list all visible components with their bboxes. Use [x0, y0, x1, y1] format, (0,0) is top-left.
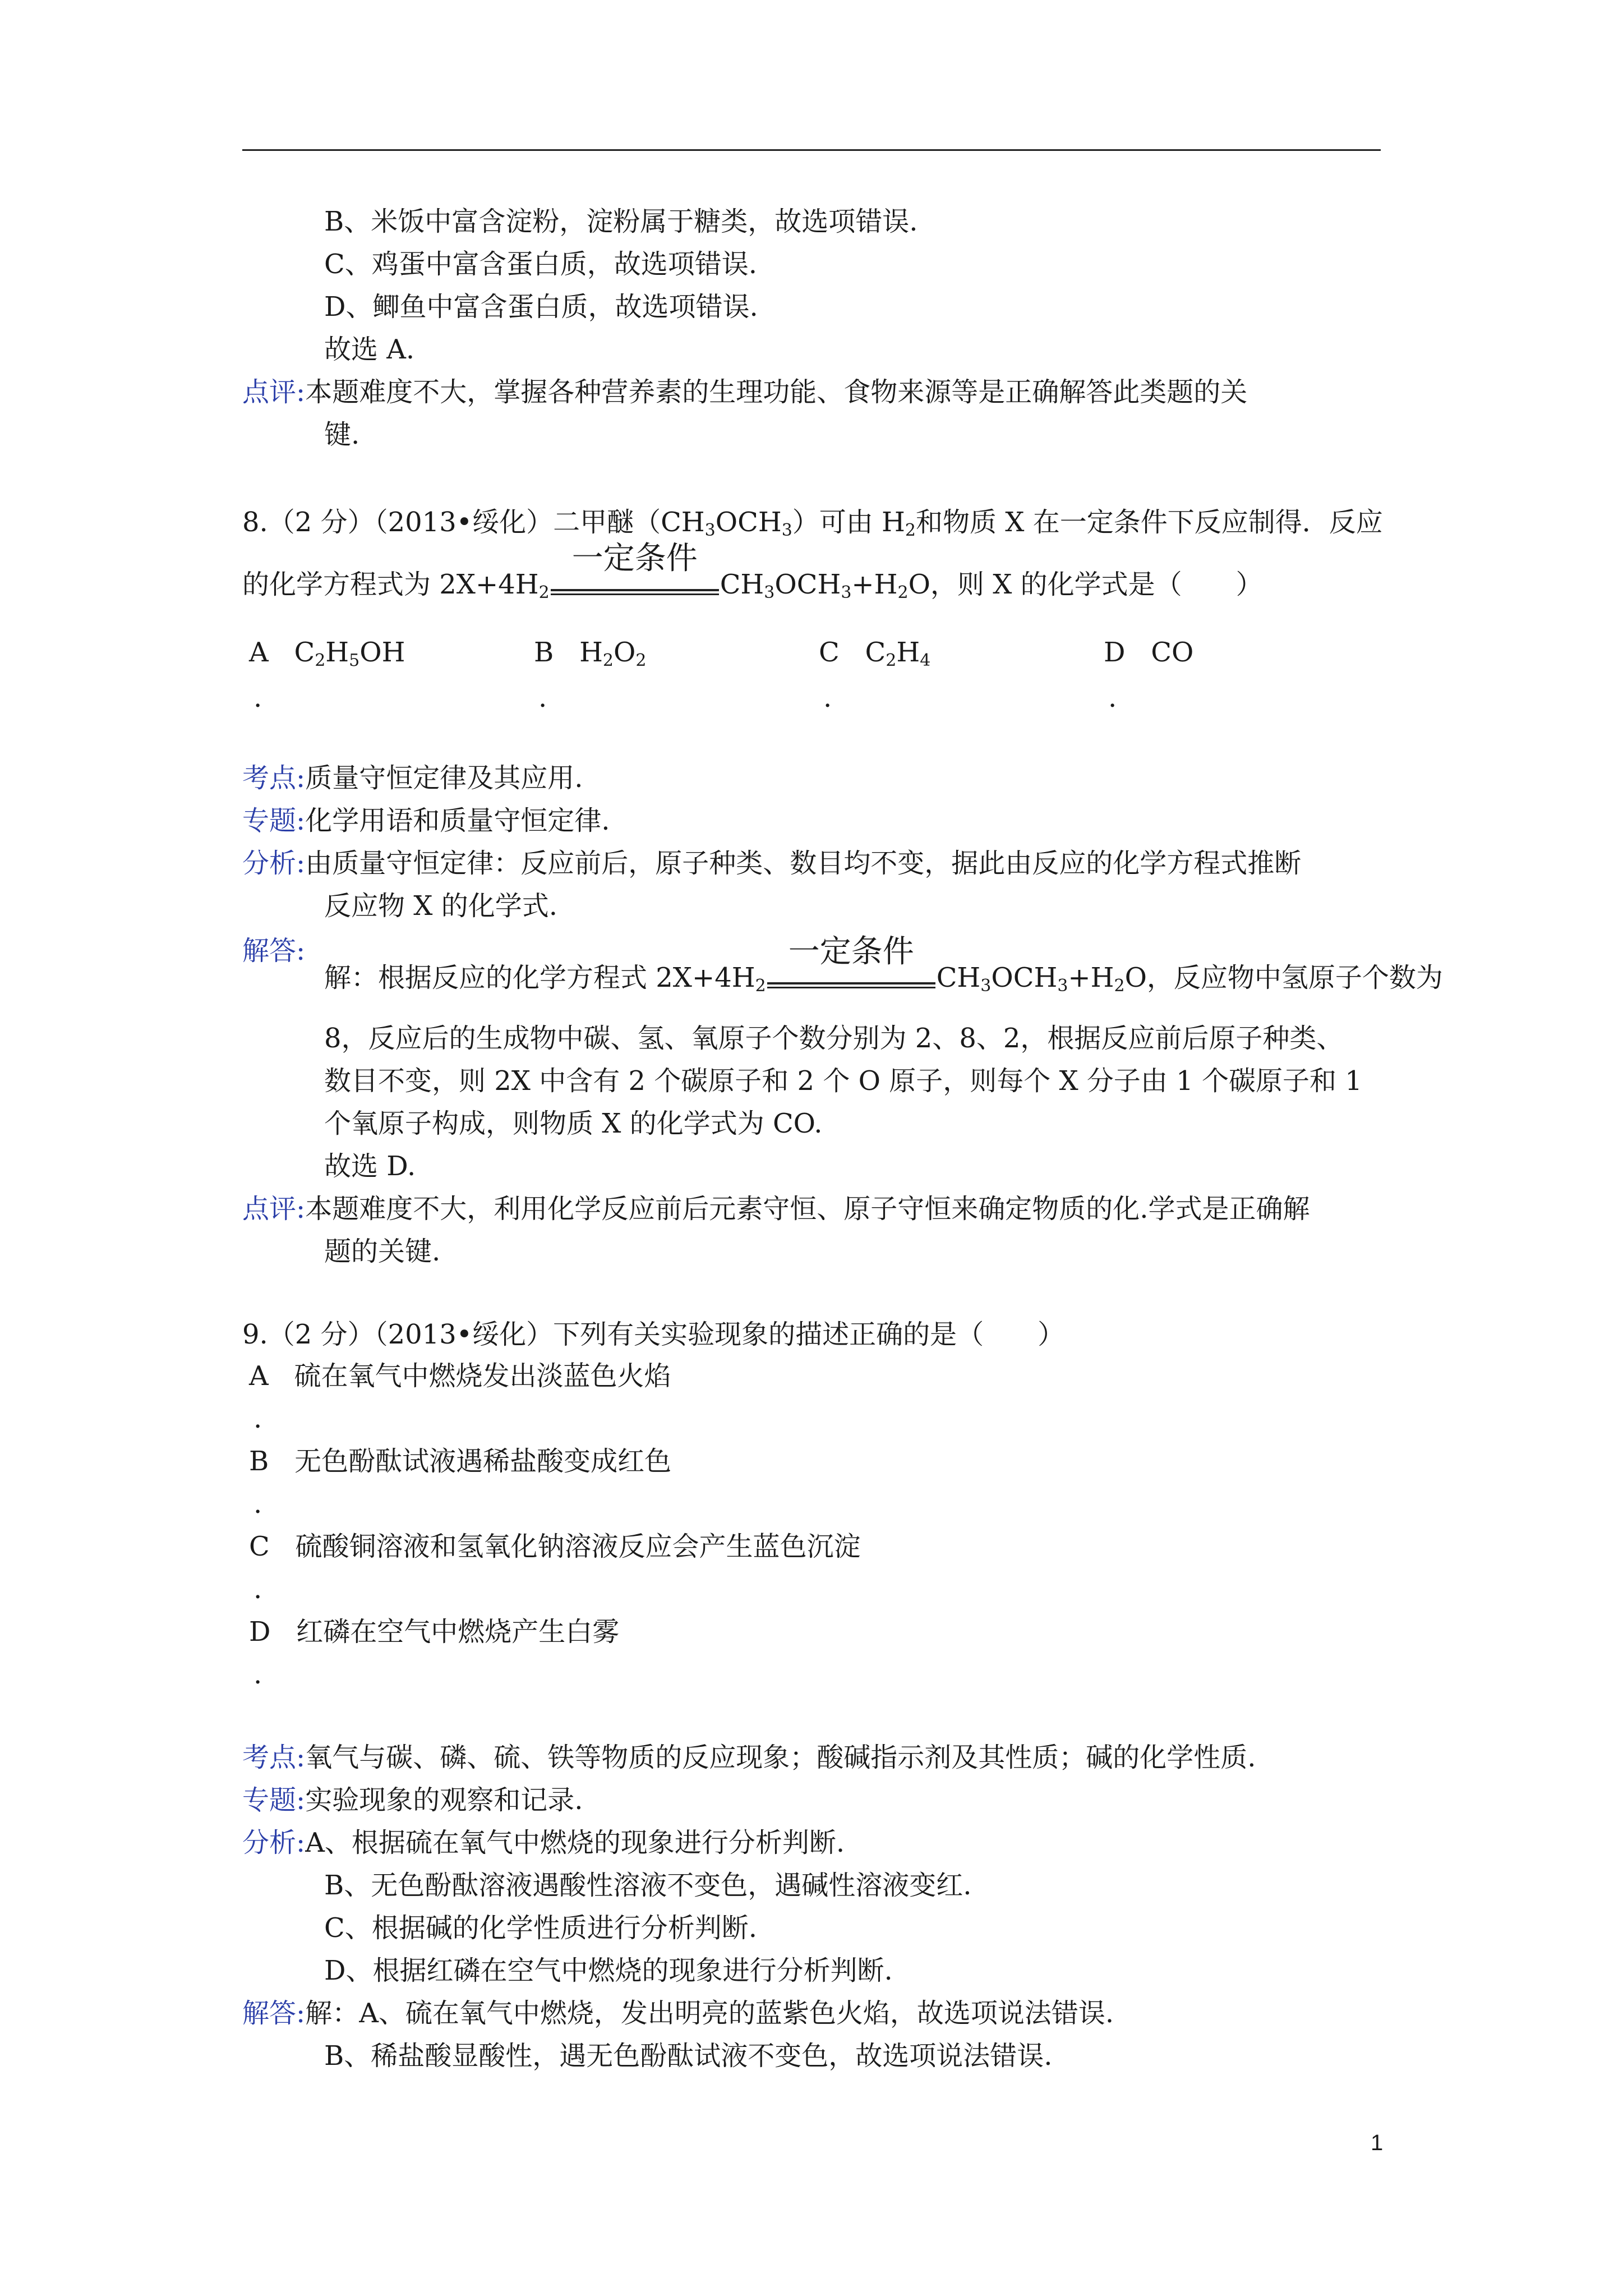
- option-text: OH: [359, 637, 405, 668]
- kaodian-text: 质量守恒定律及其应用.: [305, 762, 583, 794]
- prev-choose: 故选 A.: [324, 334, 415, 365]
- subscript: 2: [897, 583, 909, 602]
- option-text: 红磷在空气中燃烧产生白雾: [296, 1616, 620, 1648]
- equation-right: OCH: [991, 962, 1058, 993]
- option-text: C: [865, 637, 886, 668]
- jieda-text: 解：根据反应的化学方程式 2X+4H: [324, 962, 755, 993]
- subscript: 3: [704, 521, 716, 540]
- q8-jieda-line1: [324, 933, 1443, 996]
- reaction-condition-text: 一定条件: [788, 933, 914, 970]
- option-letter: A: [249, 1360, 269, 1392]
- fenxi-label: 分析:: [242, 1827, 306, 1858]
- q8-stem-text: 和物质 X 在一定条件下反应制得．反应: [916, 507, 1383, 538]
- kaodian-label: 考点:: [242, 762, 306, 794]
- q8-stem-text: 8.（2 分）（2013•绥化）二甲醚（CH: [242, 507, 705, 538]
- subscript: 2: [315, 651, 326, 670]
- subscript: 2: [602, 651, 614, 670]
- q8-jieda-label: 解答:: [242, 935, 306, 967]
- q8-jieda-line3: 数目不变，则 2X 中含有 2 个碳原子和 2 个 O 原子，则每个 X 分子由 1 个碳原子和 1: [324, 1065, 1362, 1097]
- q9-kaodian: [242, 1740, 1256, 1775]
- option-text: O: [614, 637, 636, 668]
- q8-equation-line: [242, 540, 1263, 602]
- prev-comment: [242, 374, 1247, 410]
- option-letter: B: [534, 637, 554, 668]
- equals-bar: [767, 982, 935, 984]
- q9-fenxi-c: C、根据碱的化学性质进行分析判断.: [324, 1912, 757, 1944]
- equation-right: CH: [936, 962, 981, 993]
- page-number: 1: [1371, 2131, 1384, 2155]
- reaction-condition-text: 一定条件: [571, 540, 698, 577]
- fenxi-label: 分析:: [242, 848, 306, 879]
- subscript: 2: [1114, 976, 1125, 996]
- option-text: H: [579, 637, 603, 668]
- kaodian-text: 氧气与碳、磷、硫、铁等物质的反应现象；酸碱指示剂及其性质；碱的化学性质.: [305, 1742, 1256, 1773]
- option-dot: .: [253, 1659, 262, 1690]
- option-dot: .: [823, 682, 832, 714]
- subscript: 2: [538, 583, 550, 602]
- equals-bar: [551, 593, 719, 595]
- option-text: C: [294, 637, 315, 668]
- option-text: 硫酸铜溶液和氢氧化钠溶液反应会产生蓝色沉淀: [295, 1531, 861, 1562]
- option-letter: B: [249, 1446, 269, 1477]
- subscript: 4: [920, 651, 931, 670]
- equals-bar: [551, 589, 719, 591]
- prev-answer-d: D、鲫鱼中富含蛋白质，故选项错误.: [324, 291, 758, 323]
- option-text: 无色酚酞试液遇稀盐酸变成红色: [294, 1446, 672, 1477]
- subscript: 2: [905, 521, 916, 540]
- option-text: H: [325, 637, 349, 668]
- prev-answer-b: B、米饭中富含淀粉，淀粉属于糖类，故选项错误.: [324, 206, 918, 237]
- equation-right: O，则 X 的化学式是（ ）: [908, 569, 1263, 600]
- subscript: 2: [635, 651, 647, 670]
- prev-answer-c: C、鸡蛋中富含蛋白质，故选项错误.: [324, 249, 757, 280]
- kaodian-label: 考点:: [242, 1742, 306, 1773]
- q8-stem-line1: [242, 504, 1383, 540]
- q9-fenxi-b: B、无色酚酞溶液遇酸性溶液不变色，遇碱性溶液变红.: [324, 1870, 972, 1901]
- q8-option-a: [249, 634, 405, 670]
- subscript: 3: [841, 583, 852, 602]
- option-letter: A: [249, 637, 269, 668]
- option-dot: .: [253, 1403, 262, 1434]
- q9-fenxi-d: D、根据红磷在空气中燃烧的现象进行分析判断.: [324, 1955, 893, 1986]
- equation-right: +H: [1068, 962, 1114, 993]
- subscript: 2: [886, 651, 897, 670]
- fenxi-text: 由质量守恒定律：反应前后，原子种类、数目均不变，据此由反应的化学方程式推断: [305, 848, 1302, 879]
- option-dot: .: [538, 682, 547, 714]
- subscript: 3: [980, 976, 992, 996]
- q8-option-c: [819, 634, 930, 670]
- option-letter: C: [819, 637, 840, 668]
- option-letter: D: [249, 1616, 271, 1648]
- q8-choose: 故选 D.: [324, 1151, 416, 1182]
- q8-stem-text: ）可由 H: [792, 507, 905, 538]
- subscript: 2: [755, 976, 766, 996]
- q9-option-c: [249, 1529, 861, 1565]
- zhuanti-text: 化学用语和质量守恒定律.: [305, 805, 610, 836]
- q9-zhuanti: [242, 1782, 583, 1818]
- q8-jieda-line4: 个氧原子构成，则物质 X 的化学式为 CO.: [324, 1108, 823, 1139]
- q8-option-d: [1104, 634, 1193, 670]
- option-dot: .: [253, 1488, 262, 1520]
- zhuanti-label: 专题:: [242, 805, 306, 836]
- option-letter: C: [249, 1531, 270, 1562]
- equals-bar: [767, 987, 935, 988]
- q9-option-a: [249, 1358, 671, 1394]
- q8-jieda-line2: 8，反应后的生成物中碳、氢、氧原子个数分别为 2、8、2，根据反应前后原子种类、: [324, 1023, 1344, 1054]
- q8-fenxi-cont: 反应物 X 的化学式.: [324, 890, 557, 922]
- q9-stem: 9.（2 分）（2013•绥化）下列有关实验现象的描述正确的是（ ）: [242, 1319, 1065, 1350]
- comment-label: 点评:: [242, 1193, 306, 1225]
- prev-comment-cont: 键.: [324, 419, 360, 450]
- q8-zhuanti: [242, 803, 610, 839]
- q9-fenxi: [242, 1825, 845, 1861]
- q9-option-d: [249, 1614, 619, 1650]
- option-dot: .: [1108, 682, 1117, 714]
- reaction-condition-arrow: [767, 933, 935, 996]
- q8-fenxi: [242, 845, 1301, 881]
- reaction-condition-arrow: [551, 540, 719, 602]
- q9-jieda: [242, 1995, 1114, 2031]
- zhuanti-text: 实验现象的观察和记录.: [305, 1784, 583, 1816]
- jieda-text: O，反应物中氢原子个数为: [1124, 962, 1443, 993]
- q8-comment: [242, 1191, 1310, 1227]
- q8-kaodian: [242, 760, 583, 796]
- option-letter: D: [1104, 637, 1126, 668]
- option-dot: .: [253, 1573, 262, 1605]
- q8-stem-text: OCH: [715, 507, 782, 538]
- subscript: 5: [349, 651, 360, 670]
- fenxi-text: A、根据硫在氧气中燃烧的现象进行分析判断.: [305, 1827, 845, 1858]
- q8-comment-cont: 题的关键.: [324, 1236, 441, 1267]
- jieda-label: 解答:: [242, 1998, 306, 2029]
- comment-text: 本题难度不大，掌握各种营养素的生理功能、食物来源等是正确解答此类题的关: [305, 376, 1248, 408]
- equation-right: OCH: [774, 569, 841, 600]
- subscript: 3: [764, 583, 775, 602]
- option-dot: .: [253, 682, 262, 714]
- subscript: 3: [781, 521, 792, 540]
- zhuanti-label: 专题:: [242, 1784, 306, 1816]
- option-text: CO: [1151, 637, 1194, 668]
- option-text: H: [896, 637, 920, 668]
- equation-right: +H: [851, 569, 898, 600]
- option-text: 硫在氧气中燃烧发出淡蓝色火焰: [294, 1360, 671, 1392]
- comment-label: 点评:: [242, 376, 306, 408]
- header-rule: [242, 149, 1381, 151]
- q9-option-b: [249, 1443, 671, 1479]
- equation-right: CH: [720, 569, 764, 600]
- subscript: 3: [1057, 976, 1068, 996]
- jieda-text: 解：A、硫在氧气中燃烧，发出明亮的蓝紫色火焰，故选项说法错误.: [305, 1998, 1114, 2029]
- q9-jieda-b: B、稀盐酸显酸性，遇无色酚酞试液不变色，故选项说法错误.: [324, 2040, 1053, 2072]
- comment-text: 本题难度不大，利用化学反应前后元素守恒、原子守恒来确定物质的化.学式是正确解: [305, 1193, 1310, 1225]
- q8-option-b: [534, 634, 646, 670]
- equation-left: 的化学方程式为 2X+4H: [242, 569, 539, 600]
